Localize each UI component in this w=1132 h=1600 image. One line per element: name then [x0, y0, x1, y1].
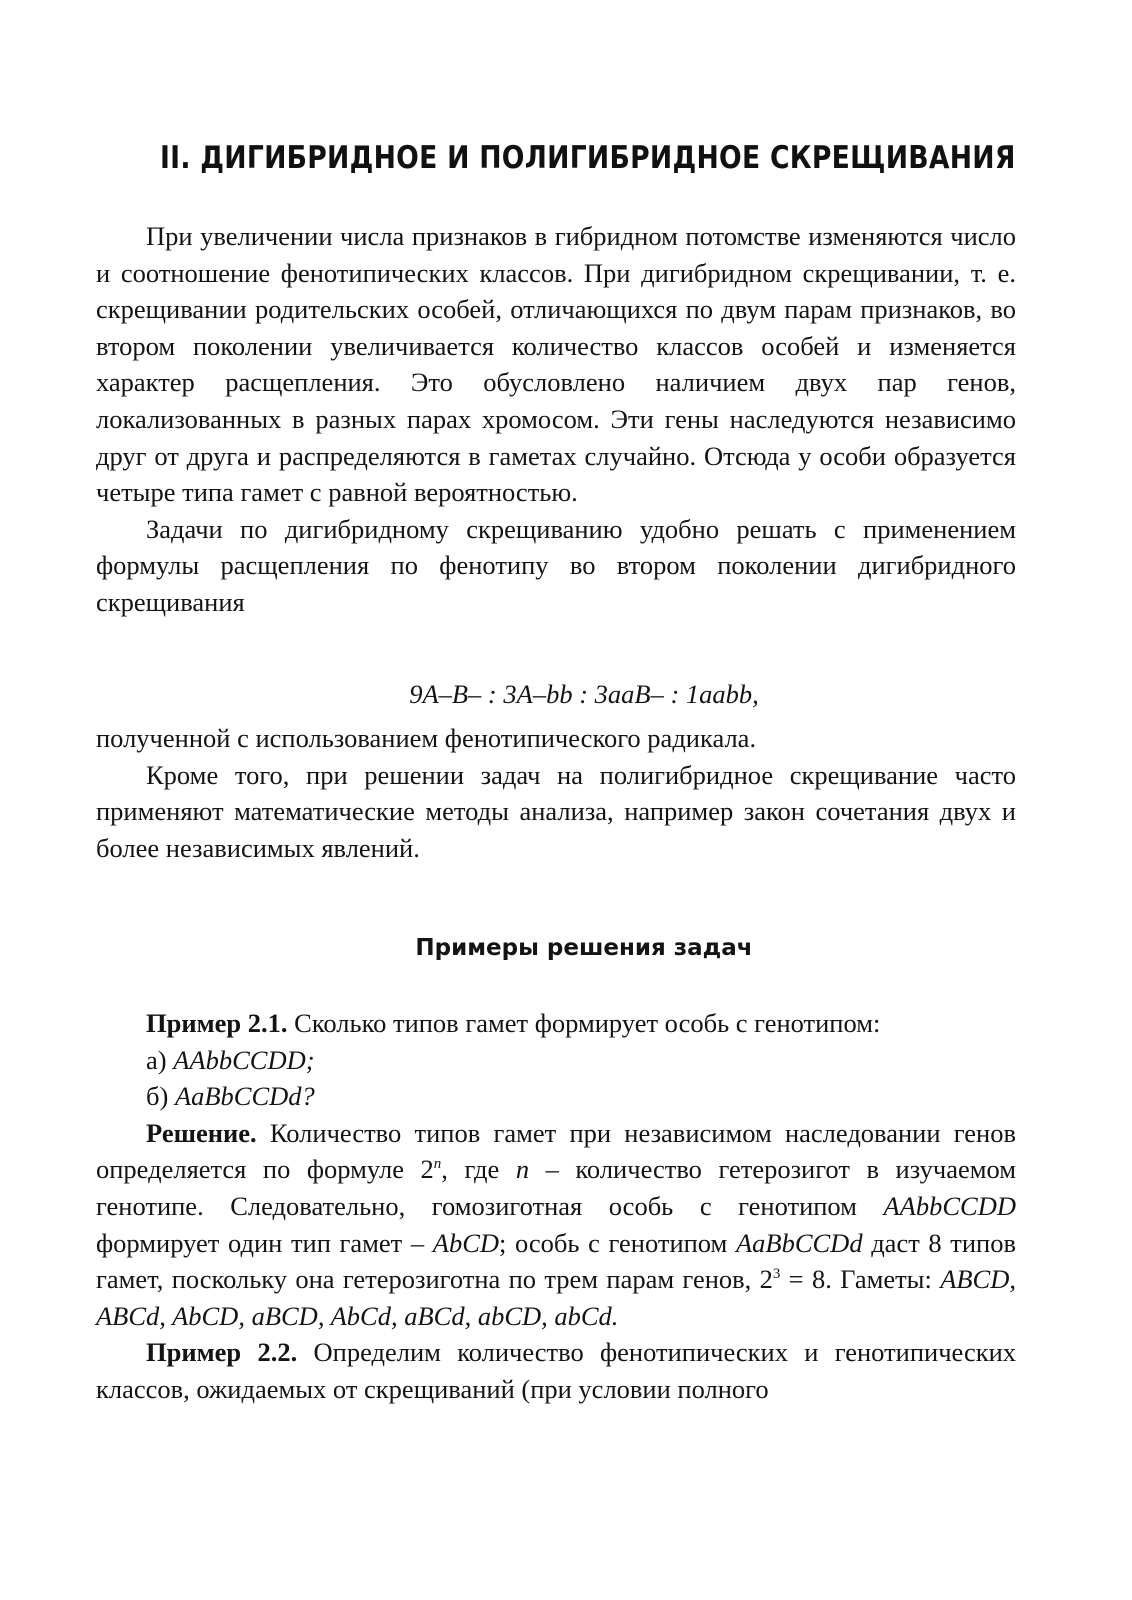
- example-2-1-label: Пример 2.1.: [146, 1008, 288, 1038]
- solution-label: Решение.: [146, 1117, 257, 1148]
- solution-text: Количество типов гамет при независимом наследовании генов определяется по формуле 2: [96, 1117, 1016, 1185]
- variable-n: n: [515, 1154, 530, 1185]
- example-2-2-label: Пример 2.2.: [146, 1337, 298, 1368]
- genotype: AaBbCCDd: [735, 1227, 863, 1258]
- examples-block: [96, 1005, 1016, 1408]
- example-2-1-question-text: Сколько типов гамет формирует особь с генотипом:: [287, 1008, 881, 1038]
- segregation-formula: 9A–B– : 3A–bb : 3aaB– : 1aabb,: [409, 679, 759, 709]
- example-2-2-text: Определим количество фенотипических и генотипических классов, ожидаемых от скрещиваний (при условии полного: [96, 1337, 1017, 1404]
- intro-block-2: [96, 720, 1016, 866]
- intro-paragraph-2-continuation: полученной с использованием фенотипического радикала.: [96, 723, 757, 753]
- gametes-list: ABCD, ABCd, AbCD, aBCD, AbCd, aBCd, abCD, abCd.: [96, 1264, 1016, 1331]
- example-2-1-option-a: [96, 1042, 1016, 1079]
- exponent-n: n: [433, 1156, 442, 1173]
- gamete: AbCD: [432, 1227, 500, 1258]
- example-2-2: [96, 1334, 1016, 1407]
- intro-paragraph-1: При увеличении числа признаков в гибридном потомстве изменяются число и соотношение фенотипических классов. При дигибридном скрещивании, т. е. скрещивании родительских особей, отличающихся по двум парам признаков, во втором поколении увеличивается количество классов особей и изменяется характер расщепления. Это обусловлено наличием двух пар генов, локализованных в разных парах хромосом. Эти гены наследуются независимо друг от друга и распределяются в гаметах случайно. Отсюда у особи образуется четыре типа гамет с равной вероятностью.: [96, 221, 1016, 508]
- chapter-title: II. ДИГИБРИДНОЕ И ПОЛИГИБРИДНОЕ СКРЕЩИВАНИЯ: [160, 140, 1016, 176]
- option-b-genotype: AaBbCCDd?: [174, 1081, 315, 1112]
- genotype: AAbbCCDD: [883, 1190, 1016, 1221]
- option-b-prefix: б): [146, 1081, 175, 1112]
- solution-text: даст 8 типов гамет, поскольку она гетерозиготна по трем парам генов, 2: [96, 1227, 1016, 1295]
- example-2-1-solution: [96, 1115, 1016, 1335]
- solution-text: ; особь с генотипом: [499, 1227, 736, 1258]
- solution-text: формирует один тип гамет –: [96, 1227, 433, 1258]
- section-title: Примеры решения задач: [415, 935, 753, 961]
- solution-text: – количество гетерозигот в изучаемом генотипе. Следовательно, гомозиготная особь с генотипом: [96, 1154, 1016, 1221]
- exponent-3: 3: [772, 1266, 781, 1283]
- option-a-prefix: а): [146, 1044, 174, 1075]
- solution-text: , где: [441, 1154, 516, 1185]
- intro-paragraph-3: Кроме того, при решении задач на полигибридное скрещивание часто применяют математические методы анализа, например закон сочетания двух и более независимых явлений.: [96, 759, 1016, 863]
- solution-text: = 8. Гаметы:: [780, 1264, 941, 1295]
- option-a-genotype: AAbbCCDD;: [173, 1044, 315, 1075]
- intro-block: [96, 218, 1016, 621]
- example-2-1-question: [96, 1005, 1016, 1042]
- intro-paragraph-2: Задачи по дигибридному скрещиванию удобно решать с применением формулы расщепления по фенотипу во втором поколении дигибридного скрещивания: [96, 513, 1016, 617]
- example-2-1-option-b: [96, 1078, 1016, 1115]
